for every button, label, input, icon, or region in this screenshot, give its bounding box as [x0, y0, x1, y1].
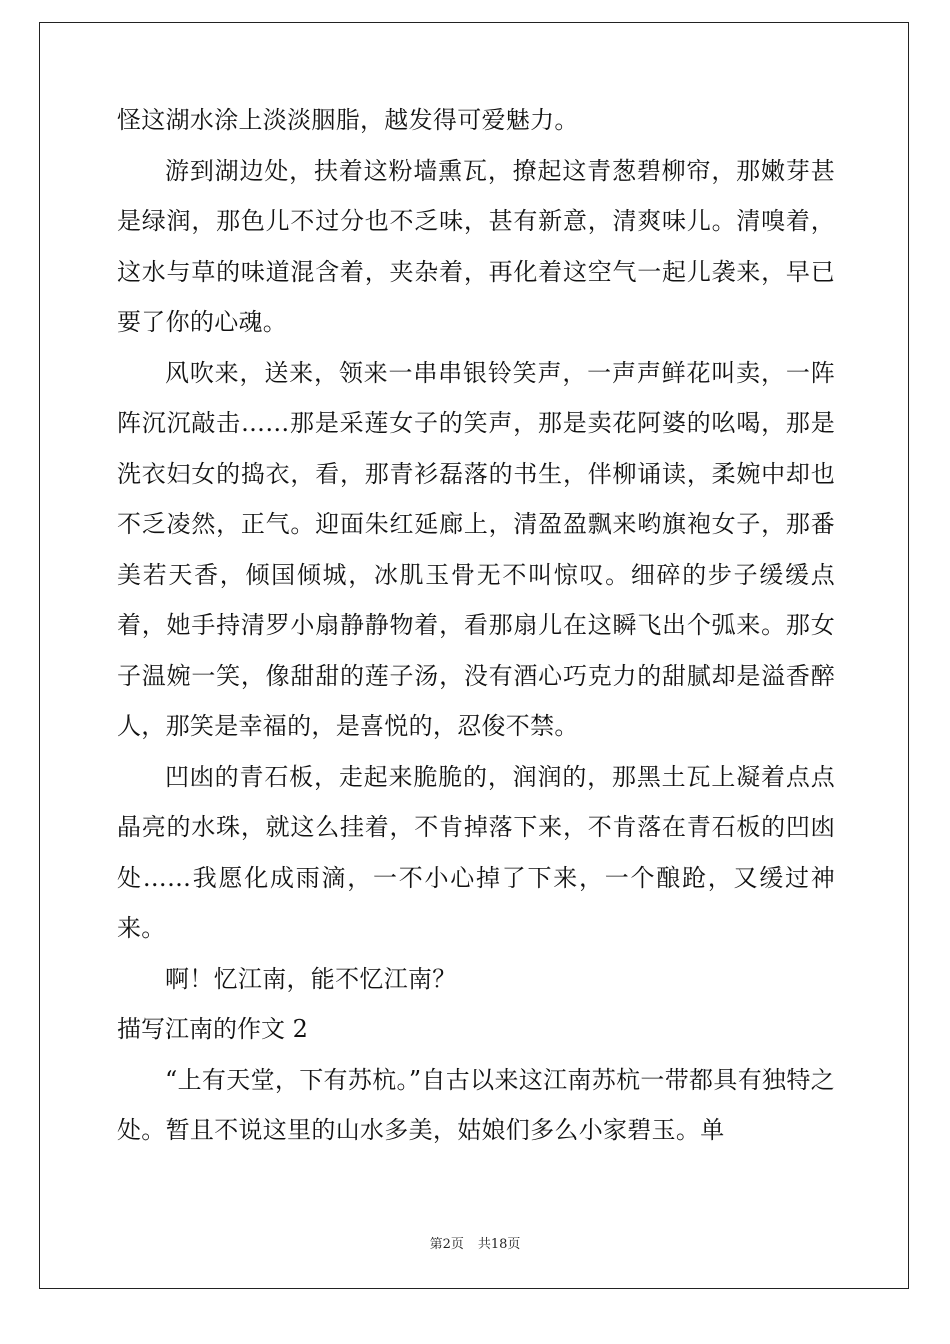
paragraph-6: “上有天堂，下有苏杭。”自古以来这江南苏杭一带都具有独特之处。暂且不说这里的山水多美，姑娘们多么小家碧玉。单: [117, 1065, 835, 1144]
document-body: [117, 95, 835, 1156]
page-footer: [0, 1233, 950, 1252]
paragraph-3: 风吹来，送来，领来一串串银铃笑声，一声声鲜花叫卖，一阵阵沉沉敲击……那是采莲女子的笑声，那是卖花阿婆的吆喝，那是洗衣妇女的捣衣，看，那青衫磊落的书生，伴柳诵读，柔婉中却也不乏凌然，正气。迎面朱红延廊上，清盈盈飘来哟旗袍女子，那番美若天香，倾国倾城，冰肌玉骨无不叫惊叹。细碎的步子缓缓点着，她手持清罗小扇静静物着，看那扇儿在这瞬飞出个弧来。那女子温婉一笑，像甜甜的莲子汤，没有酒心巧克力的甜腻却是溢香醉人，那笑是幸福的，是喜悦的，忍俊不禁。: [117, 358, 835, 740]
section-heading: 描写江南的作文 2: [117, 1015, 308, 1043]
paragraph-5: 啊！忆江南，能不忆江南？: [165, 964, 457, 993]
paragraph-1: 怪这湖水涂上淡淡胭脂，越发得可爱魅力。: [117, 106, 579, 134]
paragraph-4: 凹凼的青石板，走起来脆脆的，润润的，那黑土瓦上凝着点点晶亮的水珠，就这么挂着，不肯掉落下来，不肯落在青石板的凹凼处……我愿化成雨滴，一不小心掉了下来，一个酿跄，又缓过神来。: [117, 762, 835, 942]
page-number: 第2页: [429, 1237, 464, 1252]
page-total: 共18页: [477, 1237, 521, 1252]
paragraph-2: 游到湖边处，扶着这粉墙熏瓦，撩起这青葱碧柳帘，那嫩芽甚是绿润，那色儿不过分也不乏味，甚有新意，清爽味儿。清嗅着，这水与草的味道混含着，夹杂着，再化着这空气一起儿袭来，早已要了你的心魂。: [117, 156, 835, 336]
